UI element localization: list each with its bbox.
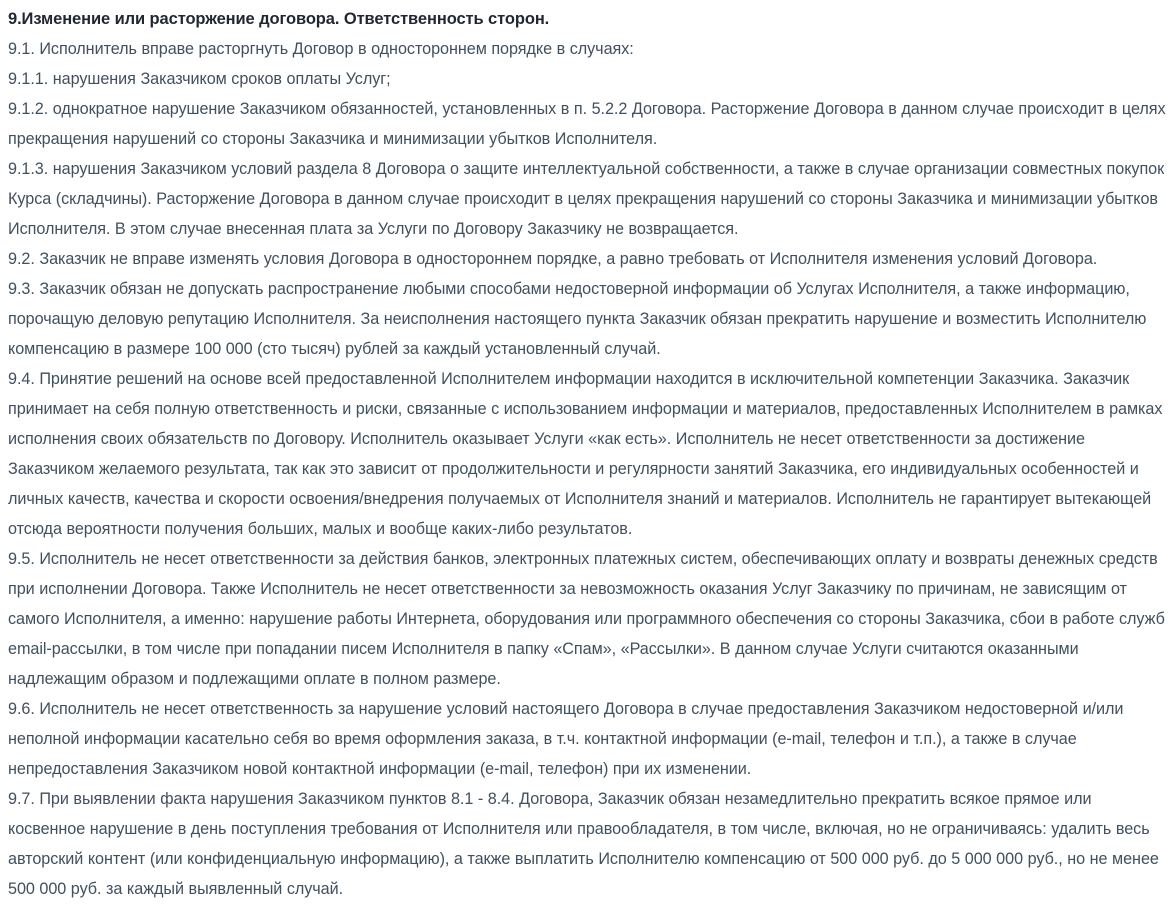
- clause-9-5: 9.5. Исполнитель не несет ответственности за действия банков, электронных платежных систем, обеспечивающих оплату и возвраты денежных средств при исполнении Договора. Также Исполнитель не несет ответственности за невозможность оказания Услуг Заказчику по причинам, не зависящим от самого Исполнителя, а именно: нарушение работы Интернета, оборудования или программного обеспечения со стороны Заказчика, сбои в работе служб email-рассылки, в том числе при попадании писем Исполнителя в папку «Спам», «Рассылки». В данном случае Услуги считаются оказанными надлежащим образом и подлежащими оплате в полном размере.: [8, 550, 1165, 688]
- clause-9-6: 9.6. Исполнитель не несет ответственность за нарушение условий настоящего Договора в случае предоставления Заказчиком недостоверной и/или неполной информации касательно себя во время оформления заказа, в т.ч. контактной информации (e-mail, телефон и т.п.), а также в случае непредоставления Заказчиком новой контактной информации (e-mail, телефон) при их изменении.: [8, 700, 1124, 778]
- clause-9-1-2: 9.1.2. однократное нарушение Заказчиком обязанностей, установленных в п. 5.2.2 Договора. Расторжение Договора в данном случае происходит в целях прекращения нарушений со стороны Заказчика и минимизации убытков Исполнителя.: [8, 100, 1166, 148]
- clause-9-7: 9.7. При выявлении факта нарушения Заказчиком пунктов 8.1 - 8.4. Договора, Заказчик обязан незамедлительно прекратить всякое прямое или косвенное нарушение в день поступления требования от Исполнителя или правообладателя, в том числе, включая, но не ограничиваясь: удалить весь авторский контент (или конфиденциальную информацию), а также выплатить Исполнителю компенсацию от 500 000 руб. до 5 000 000 руб., но не менее 500 000 руб. за каждый выявленный случай.: [8, 790, 1159, 898]
- clause-9-1-3: 9.1.3. нарушения Заказчиком условий раздела 8 Договора о защите интеллектуальной собственности, а также в случае организации совместных покупок Курса (складчины). Расторжение Договора в данном случае происходит в целях прекращения нарушений со стороны Заказчика и минимизации убытков Исполнителя. В этом случае внесенная плата за Услуги по Договору Заказчику не возвращается.: [8, 160, 1165, 238]
- clause-9-1: 9.1. Исполнитель вправе расторгнуть Договор в одностороннем порядке в случаях:: [8, 40, 634, 58]
- clause-9-4: 9.4. Принятие решений на основе всей предоставленной Исполнителем информации находится в исключительной компетенции Заказчика. Заказчик принимает на себя полную ответственность и риски, связанные с использованием информации и материалов, предоставленных Исполнителем в рамках исполнения своих обязательств по Договору. Исполнитель оказывает Услуги «как есть». Исполнитель не несет ответственности за достижение Заказчиком желаемого результата, так как это зависит от продолжительности и регулярности занятий Заказчика, его индивидуальных особенностей и личных качеств, качества и скорости освоения/внедрения получаемых от Исполнителя знаний и материалов. Исполнитель не гарантирует вытекающей отсюда вероятности получения больших, малых и вообще каких-либо результатов.: [8, 370, 1163, 538]
- clause-9-3: 9.3. Заказчик обязан не допускать распространение любыми способами недостоверной информации об Услугах Исполнителя, а также информацию, порочащую деловую репутацию Исполнителя. За неисполнения настоящего пункта Заказчик обязан прекратить нарушение и возместить Исполнителю компенсацию в размере 100 000 (сто тысяч) рублей за каждый установленный случай.: [8, 280, 1147, 358]
- clause-9-2: 9.2. Заказчик не вправе изменять условия Договора в одностороннем порядке, а равно требовать от Исполнителя изменения условий Договора.: [8, 250, 1098, 268]
- page-title: 9.Изменение или расторжение договора. Ответственность сторон.: [8, 10, 550, 28]
- clause-9-1-1: 9.1.1. нарушения Заказчиком сроков оплаты Услуг;: [8, 70, 391, 88]
